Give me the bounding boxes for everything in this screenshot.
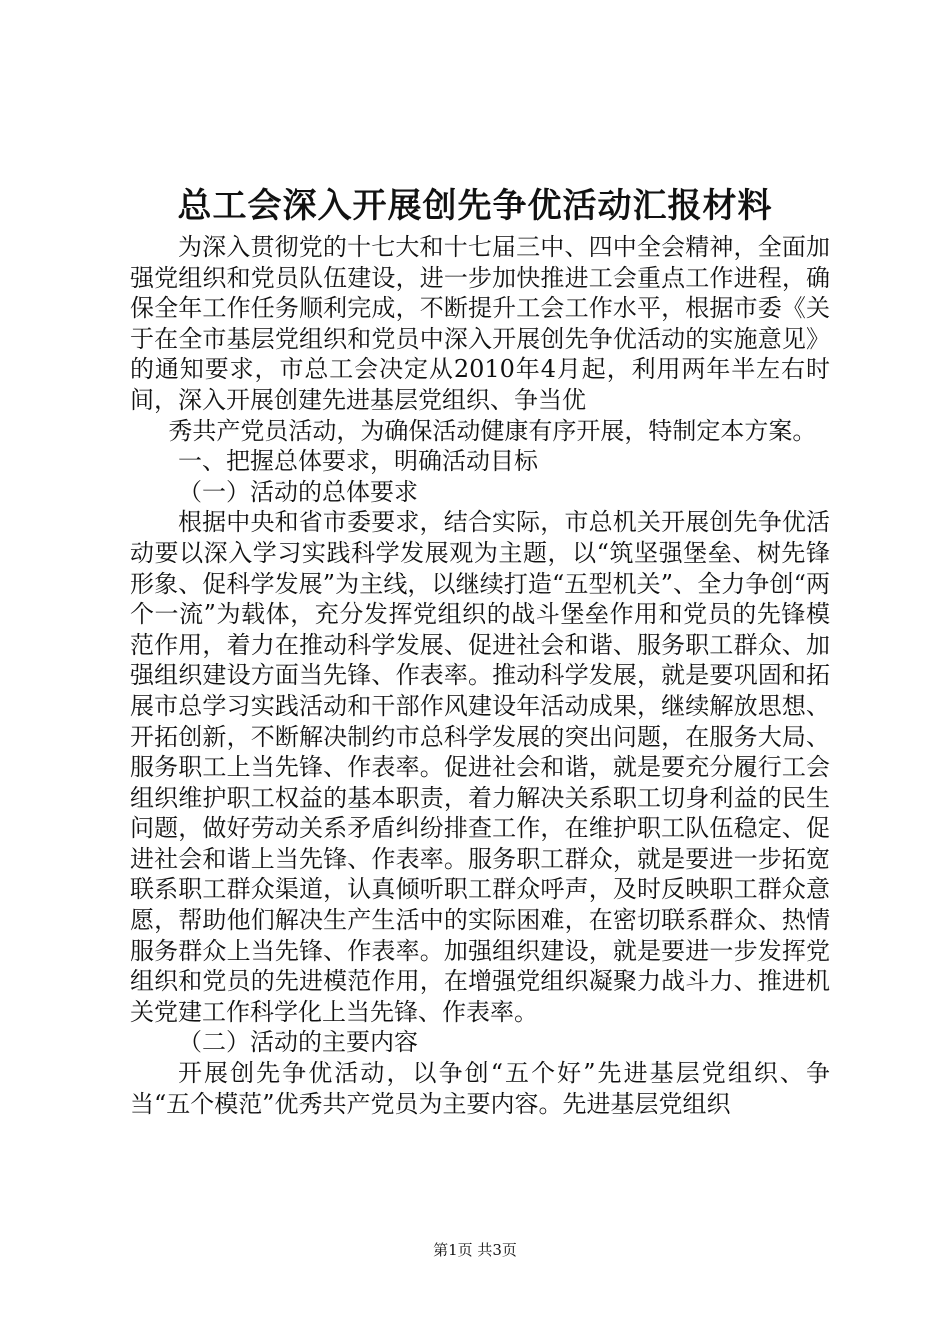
document-title: 总工会深入开展创先争优活动汇报材料 bbox=[177, 186, 773, 226]
page-number-footer: 第1页 共3页 bbox=[433, 1241, 517, 1259]
section-heading-1: 一、把握总体要求，明确活动目标 bbox=[178, 447, 538, 476]
subsection-heading-2: （二）活动的主要内容 bbox=[178, 1028, 418, 1057]
paragraph-intro: 为深入贯彻党的十七大和十七届三中、四中全会精神，全面加强党组织和党员队伍建设，进一步加快推进工会重点工作进程，确保全年工作任务顺利完成，不断提升工会工作水平，根据市委《关于在全市基层党组织和党员中深入开展创先争优活动的实施意见》的通知要求，市总工会决定从2010年4月起，利用两年半左右时间，深入开展创建先进基层党组织、争当优 bbox=[130, 233, 830, 414]
paragraph-main-content: 开展创先争优活动，以争创“五个好”先进基层党组织、争当“五个模范”优秀共产党员为主要内容。先进基层党组织 bbox=[130, 1059, 830, 1118]
subsection-heading-1: （一）活动的总体要求 bbox=[178, 477, 418, 506]
document-body bbox=[130, 232, 830, 1119]
paragraph-general-requirements: 根据中央和省市委要求，结合实际，市总机关开展创先争优活动要以深入学习实践科学发展观为主题，以“筑坚强堡垒、树先锋形象、促科学发展”为主线，以继续打造“五型机关”、全力争创“两个一流”为载体，充分发挥党组织的战斗堡垒作用和党员的先锋模范作用，着力在推动科学发展、促进社会和谐、服务职工群众、加强组织建设方面当先锋、作表率。推动科学发展，就是要巩固和拓展市总学习实践活动和干部作风建设年活动成果，继续解放思想、开拓创新，不断解决制约市总科学发展的突出问题，在服务大局、服务职工上当先锋、作表率。促进社会和谐，就是要充分履行工会组织维护职工权益的基本职责，着力解决关系职工切身利益的民生问题，做好劳动关系矛盾纠纷排查工作，在维护职工队伍稳定、促进社会和谐上当先锋、作表率。服务职工群众，就是要进一步拓宽联系职工群众渠道，认真倾听职工群众呼声，及时反映职工群众意愿，帮助他们解决生产生活中的实际困难，在密切联系群众、热情服务群众上当先锋、作表率。加强组织建设，就是要进一步发挥党组织和党员的先进模范作用，在增强党组织凝聚力战斗力、推进机关党建工作科学化上当先锋、作表率。 bbox=[130, 508, 830, 1026]
paragraph-intro-continued: 秀共产党员活动，为确保活动健康有序开展，特制定本方案。 bbox=[168, 416, 817, 445]
